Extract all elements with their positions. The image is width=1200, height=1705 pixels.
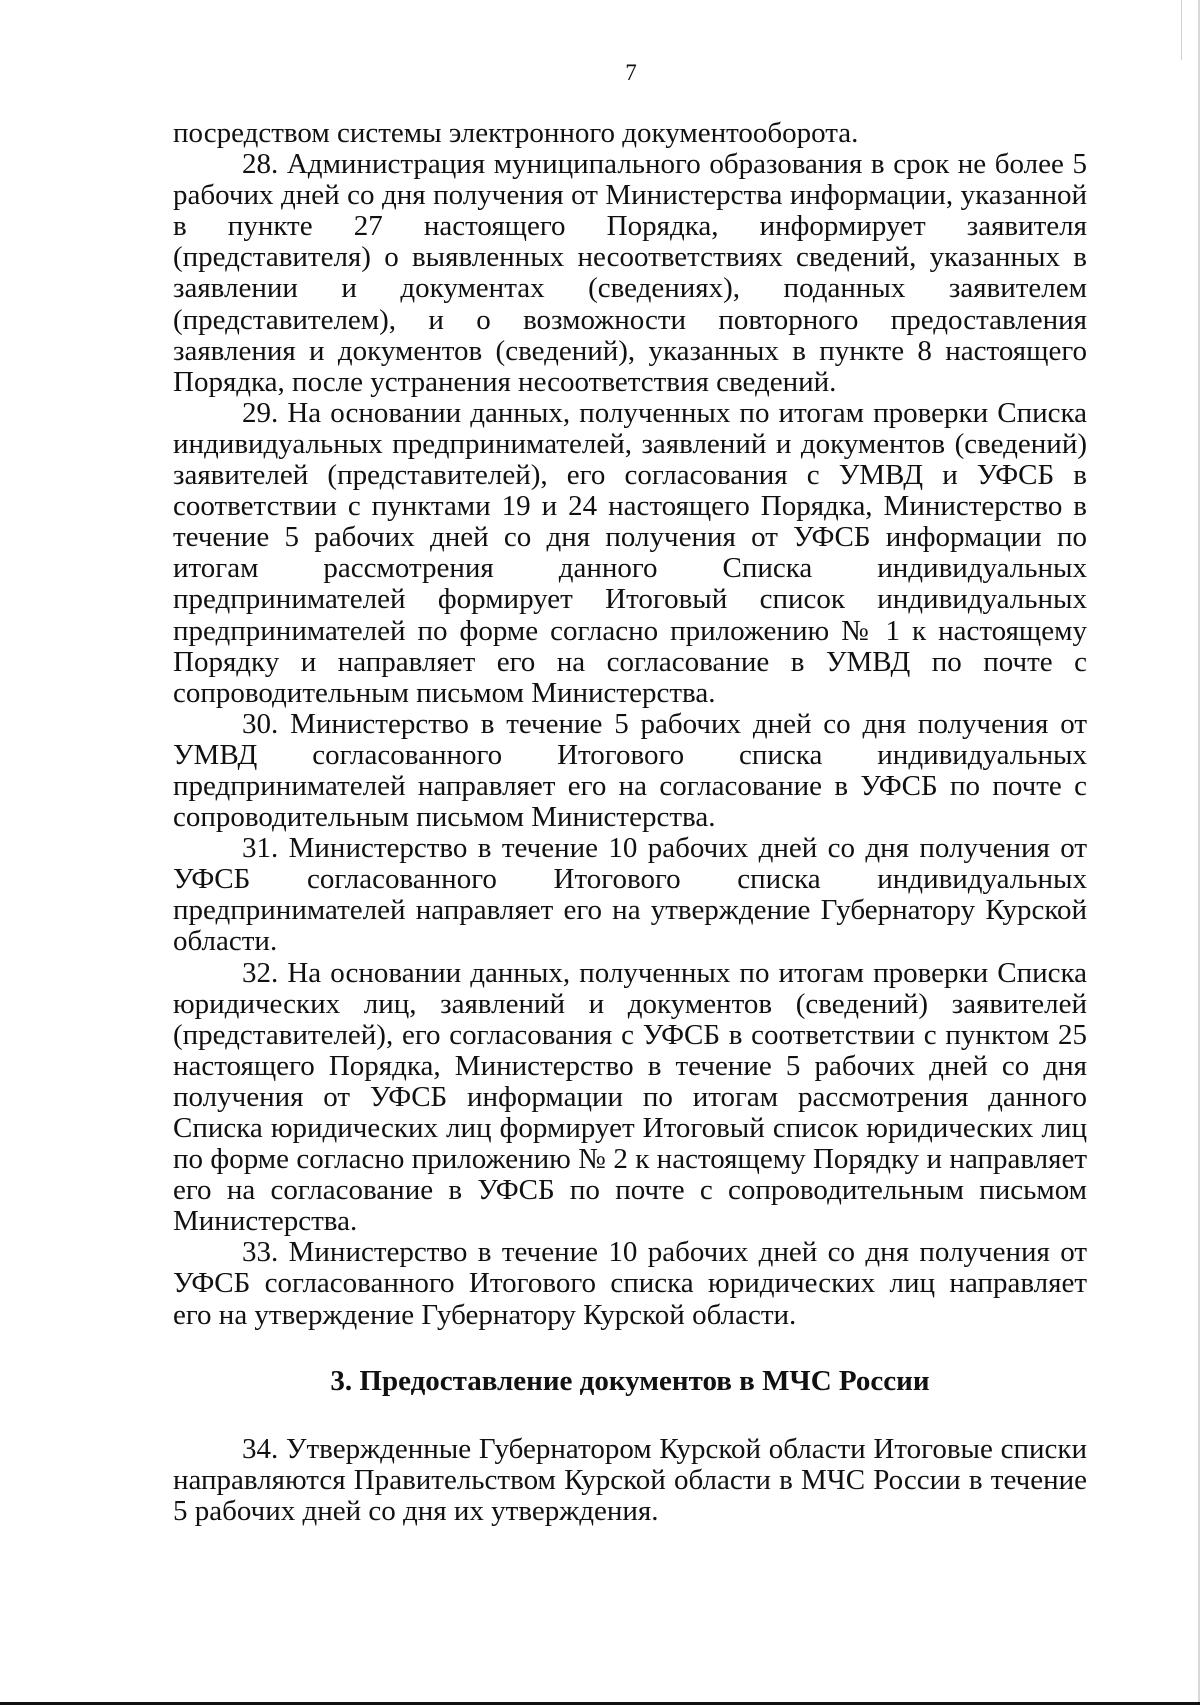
document-body [173, 118, 1087, 1527]
paragraph-32: 32. На основании данных, полученных по итогам проверки Списка юридических лиц, заявлений и документов (сведений) заявителей (представителей), его согласования с УФСБ в соответствии с пунктом 25 настоящего Порядка, Министерство в течение 5 рабочих дней со дня получения от УФСБ информации по итогам рассмотрения данного Списка юридических лиц формирует Итоговый список юридических лиц по форме согласно приложению № 2 к настоящему Порядку и направляет его на согласование в УФСБ по почте с сопроводительным письмом Министерства. [173, 956, 1087, 1238]
paragraph-34: 34. Утвержденные Губернатором Курской области Итоговые списки направляются Правительством Курской области в МЧС России в течение 5 рабочих дней со дня их утверждения. [173, 1432, 1087, 1527]
paragraph-29: 29. На основании данных, полученных по итогам проверки Списка индивидуальных предпринимателей, заявлений и документов (сведений) заявителей (представителей), его согласования с УМВД и УФСБ в соответствии с пунктами 19 и 24 настоящего Порядка, Министерство в течение 5 рабочих дней со дня получения от УФСБ информации по итогам рассмотрения данного Списка индивидуальных предпринимателей формирует Итоговый список индивидуальных предпринимателей по форме согласно приложению № 1 к настоящему Порядку и направляет его на согласование в УМВД по почте с сопроводительным письмом Министерства. [173, 396, 1087, 709]
paragraph-30: 30. Министерство в течение 5 рабочих дней со дня получения от УМВД согласованного Итогового списка индивидуальных предпринимателей направляет его на согласование в УФСБ по почте с сопроводительным письмом Министерства. [173, 707, 1087, 834]
page-number: 7 [625, 60, 637, 85]
section-heading: 3. Предоставление документов в МЧС России [330, 1364, 930, 1397]
paragraph-33: 33. Министерство в течение 10 рабочих дней со дня получения от УФСБ согласованного Итогового списка юридических лиц направляет его на утверждение Губернатору Курской области. [173, 1236, 1087, 1331]
paragraph-28: 28. Администрация муниципального образования в срок не более 5 рабочих дней со дня получения от Министерства информации, указанной в пункте 27 настоящего Порядка, информирует заявителя (представителя) о выявленных несоответствиях сведений, указанных в заявлении и документах (сведениях), поданных заявителем (представителем), и о возможности повторного предоставления заявления и документов (сведений), указанных в пункте 8 настоящего Порядка, после устранения несоответствия сведений. [173, 148, 1087, 398]
paragraph-continuation: посредством системы электронного документооборота. [173, 117, 859, 149]
scan-mark [1181, 0, 1182, 60]
paragraph-31: 31. Министерство в течение 10 рабочих дней со дня получения от УФСБ согласованного Итогового списка индивидуальных предпринимателей направляет его на утверждение Губернатору Курской области. [173, 832, 1087, 958]
